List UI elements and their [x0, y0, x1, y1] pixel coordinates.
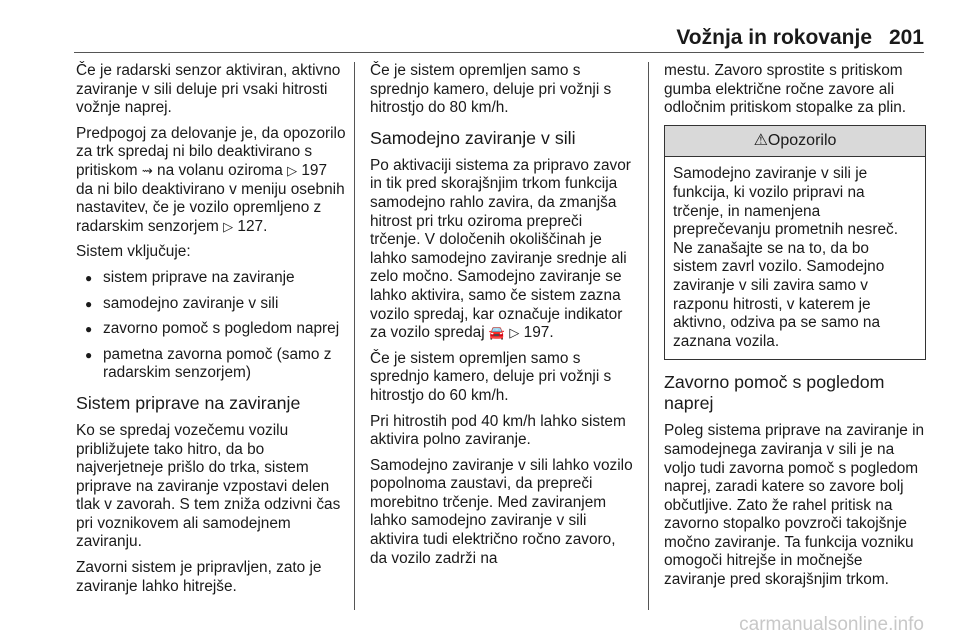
column-divider-2	[648, 62, 649, 610]
warning-text: Samodejno zaviranje v sili je funkcija, ki vozilo pripravi na trčenje, in namenjena preprečevanju prometnih nesreč. Ne zanašajte se na to, da bo sistem zavrl vozilo. Samodejno zaviranje v sili zavira samo v razponu hitrosti, v katerem je aktivno, odziva pa se samo na zaznana vozila.	[673, 165, 898, 350]
warning-title: Opozorilo	[767, 131, 837, 149]
watermark: carmanualsonline.info	[739, 614, 924, 635]
text: na volanu oziroma	[157, 161, 283, 179]
vehicle-ahead-icon: 🚘	[488, 325, 506, 341]
warning-header	[665, 126, 925, 158]
paragraph: Poleg sistema priprave na zaviranje in samodejnega zaviranja v sili je na voljo tudi zavorna pomoč s pogledom naprej, zaradi katere so zavore bolj občutljive. Zato že rahel pritisk na zavorno stopalko povzroči takojšnje močno zaviranje. Ta funkcija vozniku omogoči hitrejše in močnejše zaviranje pred skorajšnjim trkom.	[664, 422, 925, 589]
section-heading: Samodejno zaviranje v sili	[370, 127, 576, 148]
paragraph: Če je radarski senzor aktiviran, aktivno zaviranje v sili deluje pri vsaki hitrosti vožnje naprej.	[76, 62, 341, 117]
section-heading: Sistem priprave na zaviranje	[76, 392, 301, 413]
text: 127.	[237, 217, 268, 235]
paragraph: Če je sistem opremljen samo s sprednjo kamero, deluje pri vožnji s hitrostjo do 60 km/h.	[370, 349, 612, 404]
paragraph: Sistem vključuje:	[76, 243, 191, 261]
list-item: ● pametna zavorna pomoč (samo z radarskim senzorjem)	[76, 346, 348, 383]
text: Po aktivaciji sistema za pripravo zavor in tik pred skorajšnjim trkom funkcija samodejno rahlo zavira, da zmanjša hitrost pri trku oziroma prepreči trčenje. V določenih okoliščinah je lahko samodejno zaviranje srednje ali zelo močno. Samodejno zaviranje se lahko aktivira, samo če sistem zazna vozilo spredaj, kar označuje indikator za vozilo spredaj	[370, 156, 631, 342]
column-1	[76, 62, 348, 603]
column-2	[370, 62, 636, 575]
page-ref-arrow-icon: ▷	[509, 325, 520, 341]
page-header	[0, 0, 960, 56]
paragraph: Ko se spredaj vozečemu vozilu približujete tako hitro, da bo najverjetneje prišlo do trka, sistem priprave na zaviranje vzpostavi delen tlak v zavorah. S tem zniža odzivni čas pri voznikovem ali samodejnem zaviranju.	[76, 421, 341, 551]
list-item: ● samodejno zaviranje v sili	[76, 295, 348, 314]
paragraph: mestu. Zavoro sprostite s pritiskom gumba električne ročne zavore ali odločnim pritiskom stopalke za plin.	[664, 62, 907, 117]
warning-box	[664, 125, 926, 361]
paragraph: Zavorni sistem je pripravljen, zato je zaviranje lahko hitrejše.	[76, 559, 322, 595]
paragraph: Če je sistem opremljen samo s sprednjo kamero, deluje pri vožnji s hitrostjo do 80 km/h.	[370, 62, 612, 117]
column-3	[664, 62, 926, 597]
paragraph: Samodejno zaviranje v sili lahko vozilo popolnoma zaustavi, da prepreči morebitno trčenje. Med zaviranjem lahko samodejno zaviranje v sili aktivira tudi električno ročno zavoro, da vozilo zadrži na	[370, 456, 633, 567]
page-ref-arrow-icon: ▷	[287, 162, 298, 178]
list-item: ● zavorno pomoč s pogledom naprej	[76, 320, 348, 339]
page-ref-arrow-icon: ▷	[223, 218, 234, 234]
column-divider-1	[354, 62, 355, 610]
text: 197 da ni bilo deaktivirano v meniju osebnih nastavitev, če je vozilo opremljeno z radarskim senzorjem	[76, 161, 345, 235]
collision-warning-icon: ⇝	[141, 162, 153, 178]
paragraph	[76, 125, 348, 237]
paragraph	[370, 157, 636, 343]
page-number: 201	[888, 26, 924, 49]
text: Predpogoj za delovanje je, da opozorilo za trk spredaj ni bilo deaktivirano s pritiskom	[76, 124, 346, 179]
list-item: ● sistem priprave na zaviranje	[76, 269, 348, 288]
section-heading: Zavorno pomoč s pogledom naprej	[664, 372, 885, 414]
header-divider	[74, 52, 924, 53]
header-title: Vožnja in rokovanje	[676, 26, 872, 49]
feature-list	[76, 269, 348, 383]
text: 197.	[523, 324, 554, 342]
paragraph: Pri hitrostih pod 40 km/h lahko sistem aktivira polno zaviranje.	[370, 412, 626, 449]
warning-triangle-icon: ⚠	[753, 131, 768, 149]
